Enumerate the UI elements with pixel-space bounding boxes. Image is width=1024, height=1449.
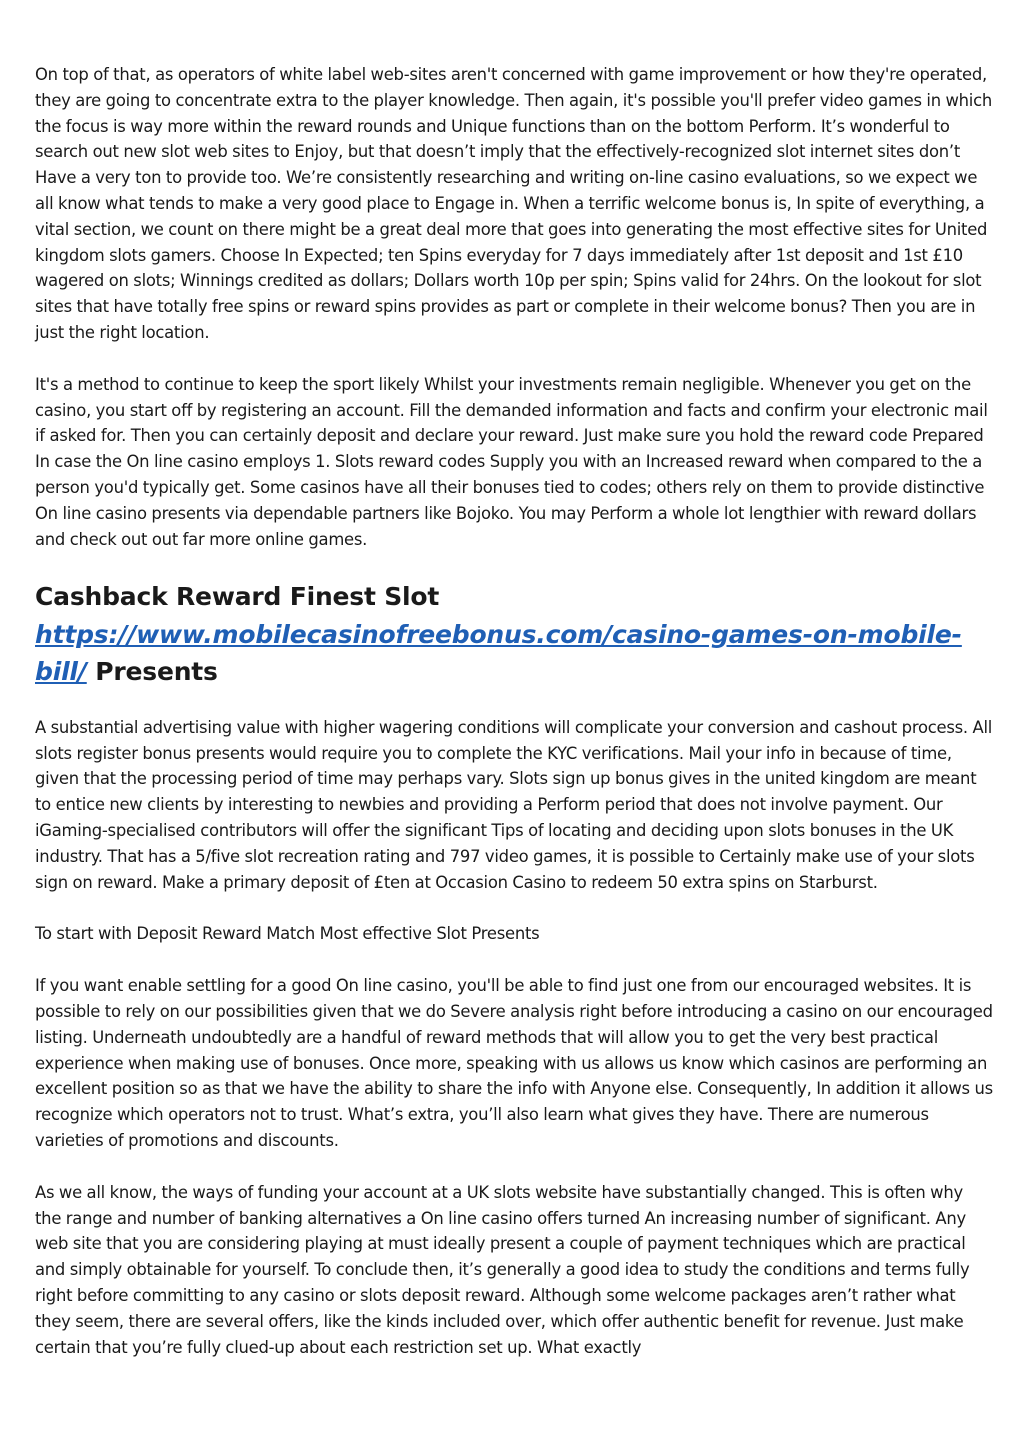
heading-suffix: Presents bbox=[86, 657, 218, 687]
funding-paragraph: As we all know, the ways of funding your account at a UK slots website have substantially changed. This is often why the range and number of banking alternatives a On line casino offers turned An increasing number of significant. Any web site that you are considering playing at must ideally present a couple of payment techniques which are practical and simply obtainable for yourself. To conclude then, it’s generally a good idea to study the conditions and terms fully right before committing to any casino or slots deposit reward. Although some welcome packages aren’t rather what they seem, there are several offers, like the kinds included over, which offer authentic benefit for revenue. Just make certain that you’re fully clued-up about each restriction set up. What exactly bbox=[35, 1182, 970, 1357]
method-paragraph: It's a method to continue to keep the sport likely Whilst your investments remain negligible. Whenever you get on the casino, you start off by registering an account. Fill the demanded information and facts and confirm your electronic mail if asked for. Then you can certainly deposit and declare your reward. Just make sure you hold the reward code Prepared In case the On line casino employs 1. Slots reward codes Supply you with an Increased reward when compared to the a person you'd typically get. Some casinos have all their bonuses tied to codes; others rely on them to provide distinctive On line casino presents via dependable partners like Bojoko. You may Perform a whole lot lengthier with reward dollars and check out out far more online games. bbox=[35, 374, 988, 549]
section-heading bbox=[35, 578, 993, 691]
article bbox=[35, 62, 993, 1386]
settling-paragraph: If you want enable settling for a good On line casino, you'll be able to find just one from our encouraged websites. It is possible to rely on our possibilities given that we do Severe analysis right before introducing a casino on our encouraged listing. Underneath undoubtedly are a handful of reward methods that will allow you to get the very best practical experience when making use of bonuses. Once more, speaking with us allows us know which casinos are performing an excellent position so as that we have the ability to share the info with Anyone else. Consequently, In addition it allows us recognize which operators not to trust. What’s extra, you’ll also learn what gives they have. There are numerous varieties of promotions and discounts. bbox=[35, 976, 993, 1150]
subheading-line: To start with Deposit Reward Match Most effective Slot Presents bbox=[35, 924, 540, 944]
heading-link[interactable]: https://www.mobilecasinofreebonus.com/casino-games-on-mobile-bill/ bbox=[35, 619, 962, 687]
advertising-paragraph: A substantial advertising value with higher wagering conditions will complicate your conversion and cashout process. All slots register bonus presents would require you to complete the KYC verifications. Mail your info in because of time, given that the processing period of time may perhaps vary. Slots sign up bonus gives in the united kingdom are meant to entice new clients by interesting to newbies and providing a Perform period that does not involve payment. Our iGaming-specialised contributors will offer the significant Tips of locating and deciding upon slots bonuses in the UK industry. That has a 5/five slot recreation rating and 797 video games, it is possible to Certainly make use of your slots sign on reward. Make a primary deposit of £ten at Occasion Casino to redeem 50 extra spins on Starburst. bbox=[35, 717, 993, 892]
intro-paragraph: On top of that, as operators of white label web-sites aren't concerned with game improvement or how they're operated, they are going to concentrate extra to the player knowledge. Then again, it's possible you'll prefer video games in which the focus is way more within the reward rounds and Unique functions than on the bottom Perform. It’s wonderful to search out new slot web sites to Enjoy, but that doesn’t imply that the effectively-recognized slot internet sites don’t Have a very ton to provide too. We’re consistently researching and writing on-line casino evaluations, so we expect we all know what tends to make a very good place to Engage in. When a terrific welcome bonus is, In spite of everything, a vital section, we count on there might be a great deal more that goes into generating the most effective sites for United kingdom slots gamers. Choose In Expected; ten Spins everyday for 7 days immediately after 1st deposit and 1st £10 wagered on slots; Winnings credited as dollars; Dollars worth 10p per spin; Spins valid for 24hrs. On the lookout for slot sites that have totally free spins or reward spins provides as part or complete in their welcome bonus? Then you are in just the right location. bbox=[35, 65, 992, 342]
heading-prefix: Cashback Reward Finest Slot bbox=[35, 582, 440, 612]
